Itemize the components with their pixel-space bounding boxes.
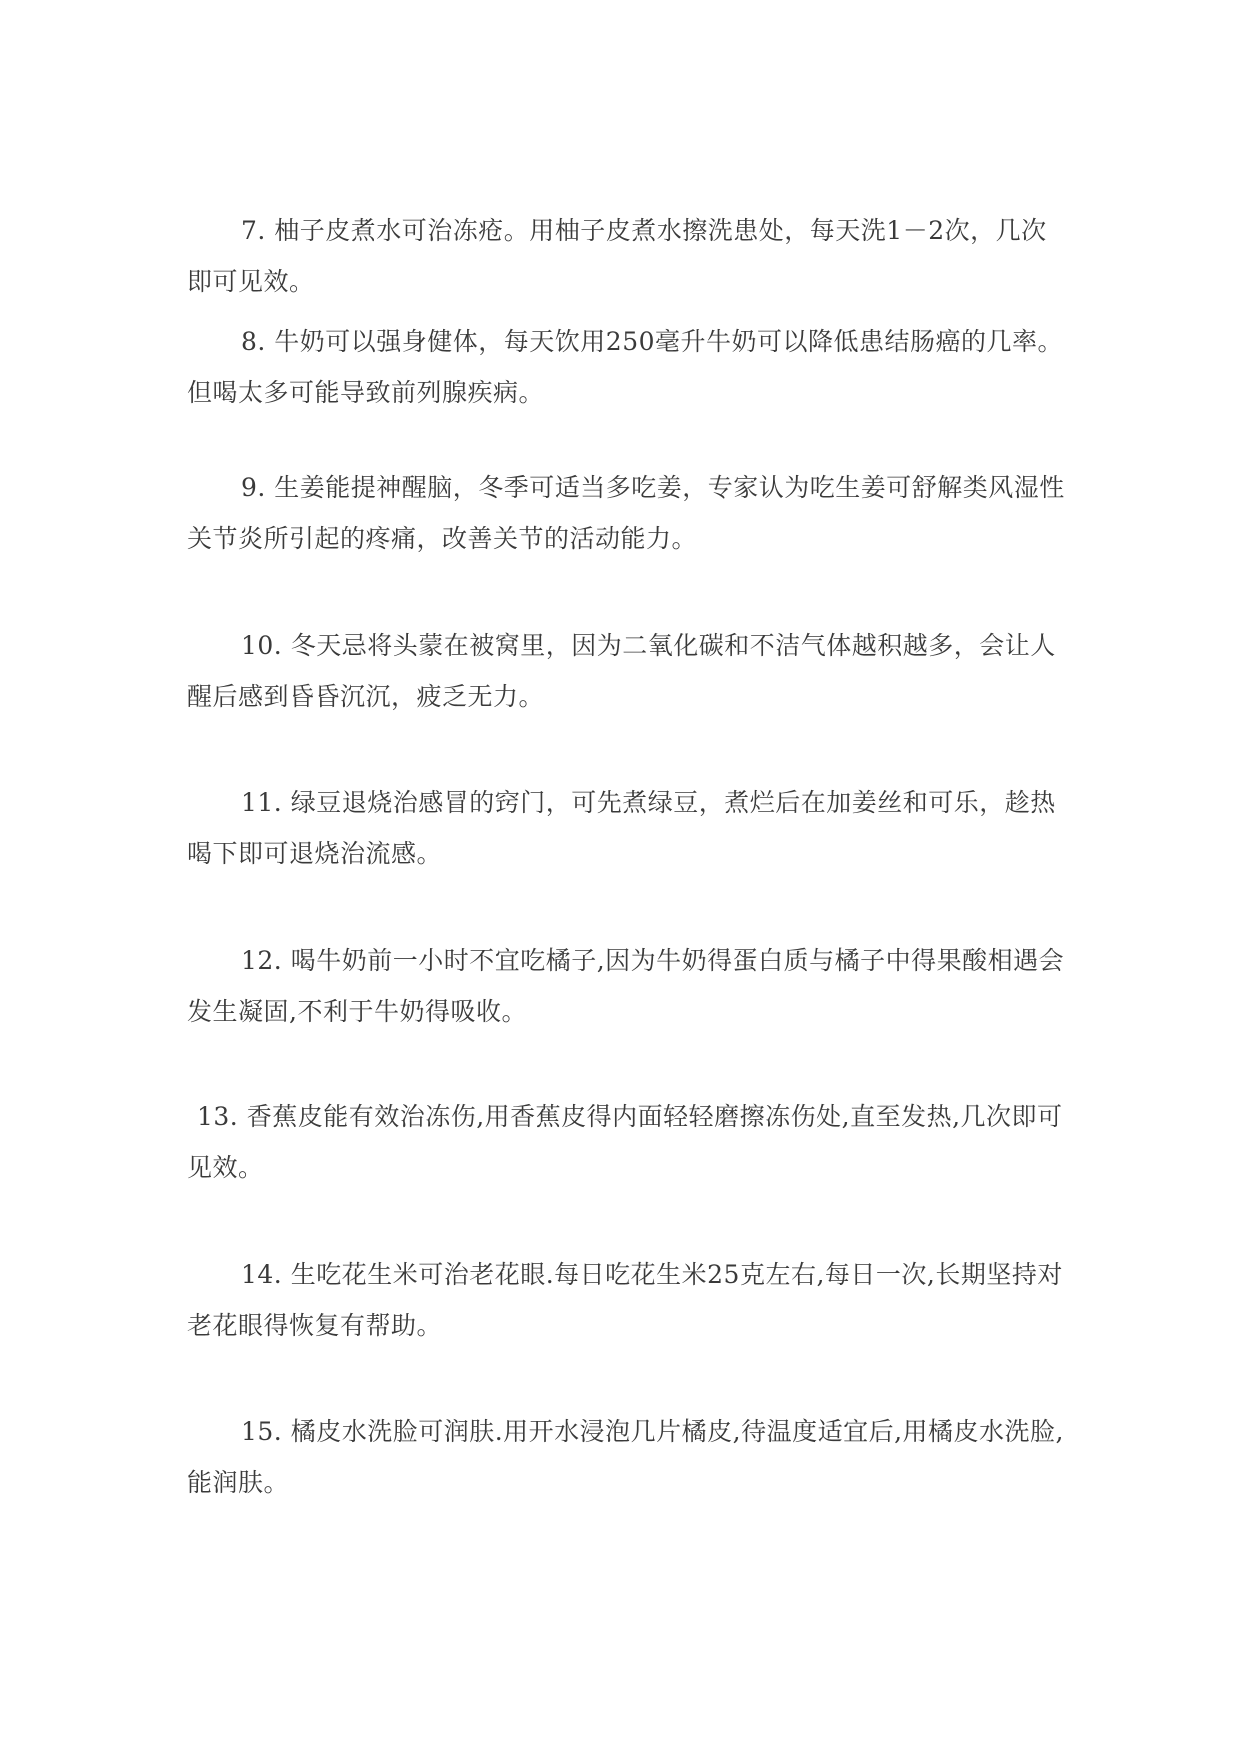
tip-paragraph-12: 12. 喝牛奶前一小时不宜吃橘子,因为牛奶得蛋白质与橘子中得果酸相遇会发生凝固,不利于牛奶得吸收。	[187, 946, 1065, 1026]
tip-paragraph-10: 10. 冬天忌将头蒙在被窝里，因为二氧化碳和不洁气体越积越多，会让人醒后感到昏昏沉沉，疲乏无力。	[187, 631, 1056, 711]
tip-paragraph-9: 9. 生姜能提神醒脑，冬季可适当多吃姜，专家认为吃生姜可舒解类风湿性关节炎所引起的疼痛，改善关节的活动能力。	[187, 473, 1065, 553]
tip-paragraph-13: 13. 香蕉皮能有效治冻伤,用香蕉皮得内面轻轻磨擦冻伤处,直至发热,几次即可见效。	[187, 1102, 1063, 1182]
tip-paragraph-14: 14. 生吃花生米可治老花眼.每日吃花生米25克左右,每日一次,长期坚持对老花眼得恢复有帮助。	[187, 1260, 1063, 1340]
tip-paragraph-11: 11. 绿豆退烧治感冒的窍门，可先煮绿豆，煮烂后在加姜丝和可乐，趁热喝下即可退烧治流感。	[187, 788, 1056, 868]
tip-paragraph-7: 7. 柚子皮煮水可治冻疮。用柚子皮煮水擦洗患处，每天洗1－2次，几次即可见效。	[187, 216, 1047, 296]
tip-paragraph-15: 15. 橘皮水洗脸可润肤.用开水浸泡几片橘皮,待温度适宜后,用橘皮水洗脸,能润肤。	[187, 1417, 1064, 1497]
tip-paragraph-8: 8. 牛奶可以强身健体，每天饮用250毫升牛奶可以降低患结肠癌的几率。但喝太多可能导致前列腺疾病。	[187, 327, 1064, 407]
